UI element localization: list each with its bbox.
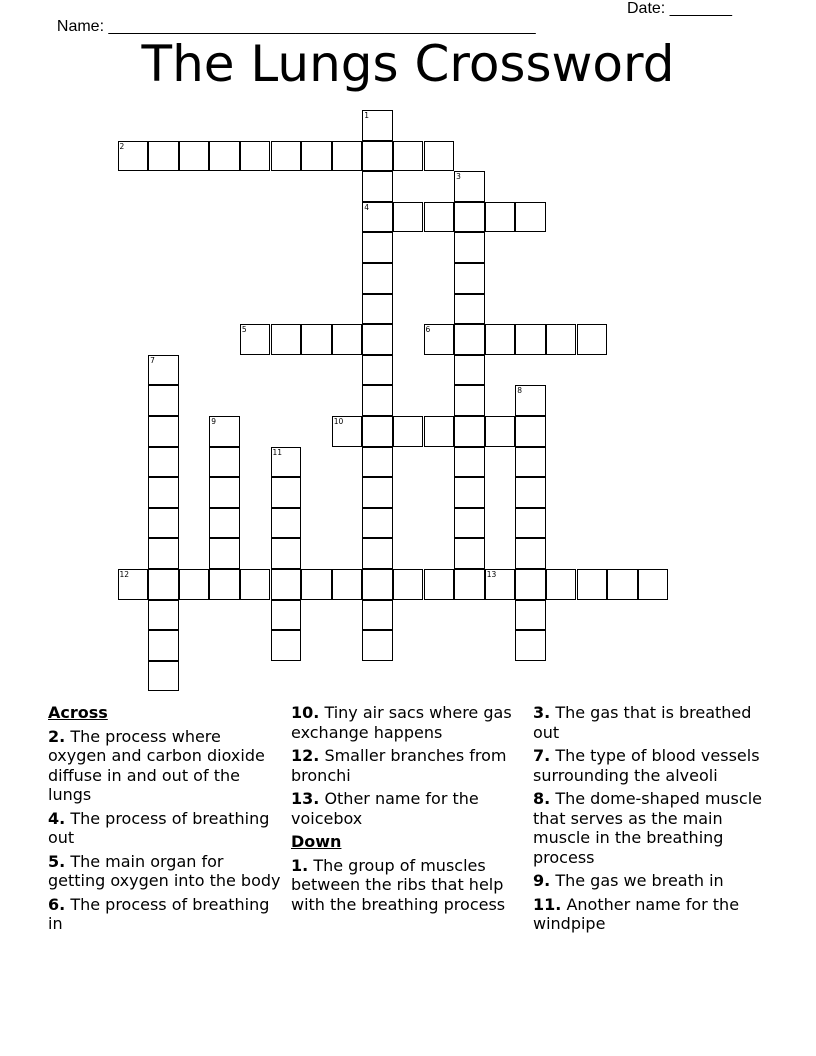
grid-cell[interactable] [148, 630, 179, 661]
grid-cell[interactable] [240, 569, 271, 600]
grid-cell[interactable] [485, 416, 516, 447]
grid-cell[interactable] [393, 202, 424, 233]
grid-cell[interactable] [362, 141, 393, 172]
grid-cell[interactable] [454, 508, 485, 539]
grid-cell[interactable] [546, 569, 577, 600]
clue-number: 5. [48, 851, 66, 871]
grid-cell[interactable] [515, 447, 546, 478]
clue-item [48, 809, 284, 848]
clue-number-label: 7 [150, 355, 155, 365]
name-line: Name: ________________________________________________ [56, 18, 536, 35]
grid-cell[interactable] [454, 355, 485, 386]
grid-cell[interactable] [148, 385, 179, 416]
grid-cell[interactable] [332, 141, 363, 172]
clue-number-label: 2 [119, 141, 125, 151]
clue-item [533, 789, 769, 867]
grid-cell[interactable] [577, 569, 608, 600]
grid-cell[interactable] [454, 569, 485, 600]
grid-cell[interactable] [271, 324, 302, 355]
clue-number: 13. [291, 789, 320, 808]
across-heading: Across [48, 703, 108, 722]
grid-cell[interactable] [271, 538, 302, 569]
grid-cell[interactable] [362, 355, 393, 386]
clue-number: 9. [533, 871, 551, 890]
clue-number-label: 4 [364, 202, 370, 212]
clue-number-label: 5 [241, 325, 247, 335]
clue-text: The type of blood vessels surrounding the alveoli [533, 746, 760, 785]
grid-cell[interactable] [148, 538, 179, 569]
grid-cell[interactable] [271, 600, 302, 631]
clue-text: Tiny air sacs where gas exchange happens [291, 703, 512, 742]
clue-item [291, 789, 527, 828]
clue-number-label: 6 [425, 325, 431, 335]
clue-text: The process of breathing in [48, 894, 270, 933]
clue-number-label: 3 [456, 172, 461, 182]
clue-column-1 [48, 703, 284, 938]
clue-text: The process of breathing out [48, 808, 270, 847]
clue-text: Smaller branches from bronchi [291, 746, 507, 785]
grid-cell[interactable] [209, 141, 240, 172]
grid-cell[interactable] [148, 447, 179, 478]
grid-cell[interactable] [362, 508, 393, 539]
grid-cell[interactable] [271, 569, 302, 600]
clue-number-label: 11 [272, 447, 283, 457]
clue-number: 8. [533, 789, 551, 808]
clue-column-2 [291, 703, 527, 918]
grid-cell[interactable] [179, 141, 210, 172]
grid-cell[interactable] [362, 416, 393, 447]
grid-cell[interactable] [271, 477, 302, 508]
grid-cell[interactable] [362, 171, 393, 202]
grid-cell[interactable] [607, 569, 638, 600]
grid-cell[interactable] [209, 508, 240, 539]
grid-cell[interactable] [362, 447, 393, 478]
grid-cell[interactable] [454, 538, 485, 569]
clue-number: 12. [291, 746, 320, 765]
clue-text: The group of muscles between the ribs that help with the breathing process [291, 855, 506, 914]
grid-cell[interactable] [515, 416, 546, 447]
grid-cell[interactable] [301, 141, 332, 172]
grid-cell[interactable] [546, 324, 577, 355]
grid-cell[interactable] [209, 477, 240, 508]
clue-item [533, 871, 769, 891]
clue-number-label: 8 [517, 386, 523, 396]
clue-text: The process where oxygen and carbon dioxide diffuse in and out of the lungs [48, 726, 265, 804]
clue-number-label: 10 [333, 417, 344, 426]
clue-item [533, 746, 769, 785]
clue-text: The gas we breath in [555, 871, 724, 890]
grid-cell[interactable] [515, 477, 546, 508]
clue-text: The dome-shaped muscle that serves as the main muscle in the breathing process [533, 789, 762, 867]
date-line: Date: _______ [627, 0, 732, 17]
grid-cell[interactable] [424, 141, 455, 172]
grid-cell[interactable] [424, 202, 455, 233]
grid-cell[interactable] [362, 324, 393, 355]
clue-item [533, 703, 769, 742]
clue-item [291, 856, 527, 915]
clue-text: The gas that is breathed out [533, 703, 752, 742]
grid-cell[interactable] [515, 630, 546, 661]
grid-cell[interactable] [209, 447, 240, 478]
clue-item [48, 895, 284, 934]
clue-item [48, 852, 284, 891]
grid-cell[interactable] [148, 508, 179, 539]
grid-cell[interactable] [362, 477, 393, 508]
grid-cell[interactable] [301, 324, 332, 355]
clue-number: 10. [291, 703, 320, 722]
grid-cell[interactable] [362, 538, 393, 569]
grid-cell[interactable] [393, 569, 424, 600]
grid-cell[interactable] [454, 202, 485, 233]
grid-cell[interactable] [148, 416, 179, 447]
grid-cell[interactable] [515, 508, 546, 539]
grid-cell[interactable] [454, 294, 485, 325]
clue-column-3 [533, 703, 769, 938]
grid-cell[interactable] [454, 263, 485, 294]
grid-cell[interactable] [515, 600, 546, 631]
grid-cell[interactable] [515, 538, 546, 569]
clue-item [533, 895, 769, 934]
grid-cell[interactable] [393, 416, 424, 447]
clue-number: 7. [533, 746, 551, 765]
clue-number-label: 1 [364, 111, 370, 120]
grid-cell[interactable] [362, 263, 393, 294]
clue-number: 2. [48, 726, 66, 746]
clue-item [291, 703, 527, 742]
down-heading: Down [291, 832, 342, 851]
grid-cell[interactable] [271, 630, 302, 661]
grid-cell[interactable] [148, 477, 179, 508]
grid-cell[interactable] [638, 569, 669, 600]
grid-cell[interactable] [362, 630, 393, 661]
grid-cell[interactable] [515, 202, 546, 233]
grid-cell[interactable] [148, 600, 179, 631]
grid-cell[interactable] [577, 324, 608, 355]
grid-cell[interactable] [301, 569, 332, 600]
grid-cell[interactable] [148, 569, 179, 600]
grid-cell[interactable] [362, 385, 393, 416]
clue-number-label: 13 [486, 570, 497, 579]
grid-cell[interactable] [515, 324, 546, 355]
clue-number: 11. [533, 894, 562, 914]
grid-cell[interactable] [454, 232, 485, 263]
page-title: The Lungs Crossword [141, 35, 675, 93]
grid-cell[interactable] [393, 141, 424, 172]
grid-cell[interactable] [362, 232, 393, 263]
grid-cell[interactable] [515, 569, 546, 600]
grid-cell[interactable] [209, 569, 240, 600]
grid-cell[interactable] [424, 416, 455, 447]
clue-text: The main organ for getting oxygen into the body [48, 851, 281, 890]
grid-cell[interactable] [209, 538, 240, 569]
grid-cell[interactable] [240, 141, 271, 172]
clue-text: Other name for the voicebox [291, 789, 479, 828]
clue-item [48, 727, 284, 805]
clue-number: 6. [48, 894, 66, 914]
grid-cell[interactable] [424, 569, 455, 600]
grid-cell[interactable] [148, 661, 179, 692]
grid-cell[interactable] [454, 447, 485, 478]
grid-cell[interactable] [362, 600, 393, 631]
grid-cell[interactable] [454, 385, 485, 416]
grid-cell[interactable] [485, 202, 516, 233]
clue-number: 1. [291, 855, 309, 875]
clue-number: 3. [533, 703, 551, 722]
grid-cell[interactable] [485, 324, 516, 355]
grid-cell[interactable] [454, 477, 485, 508]
grid-cell[interactable] [332, 569, 363, 600]
grid-cell[interactable] [179, 569, 210, 600]
grid-cell[interactable] [454, 324, 485, 355]
grid-cell[interactable] [332, 324, 363, 355]
grid-cell[interactable] [362, 294, 393, 325]
grid-cell[interactable] [271, 508, 302, 539]
grid-cell[interactable] [454, 416, 485, 447]
clue-number-label: 12 [119, 570, 130, 579]
grid-cell[interactable] [362, 569, 393, 600]
clue-text: Another name for the windpipe [533, 894, 740, 933]
clue-number: 4. [48, 808, 66, 828]
clue-number-label: 9 [211, 417, 217, 426]
clue-item [291, 746, 527, 785]
grid-cell[interactable] [271, 141, 302, 172]
grid-cell[interactable] [148, 141, 179, 172]
